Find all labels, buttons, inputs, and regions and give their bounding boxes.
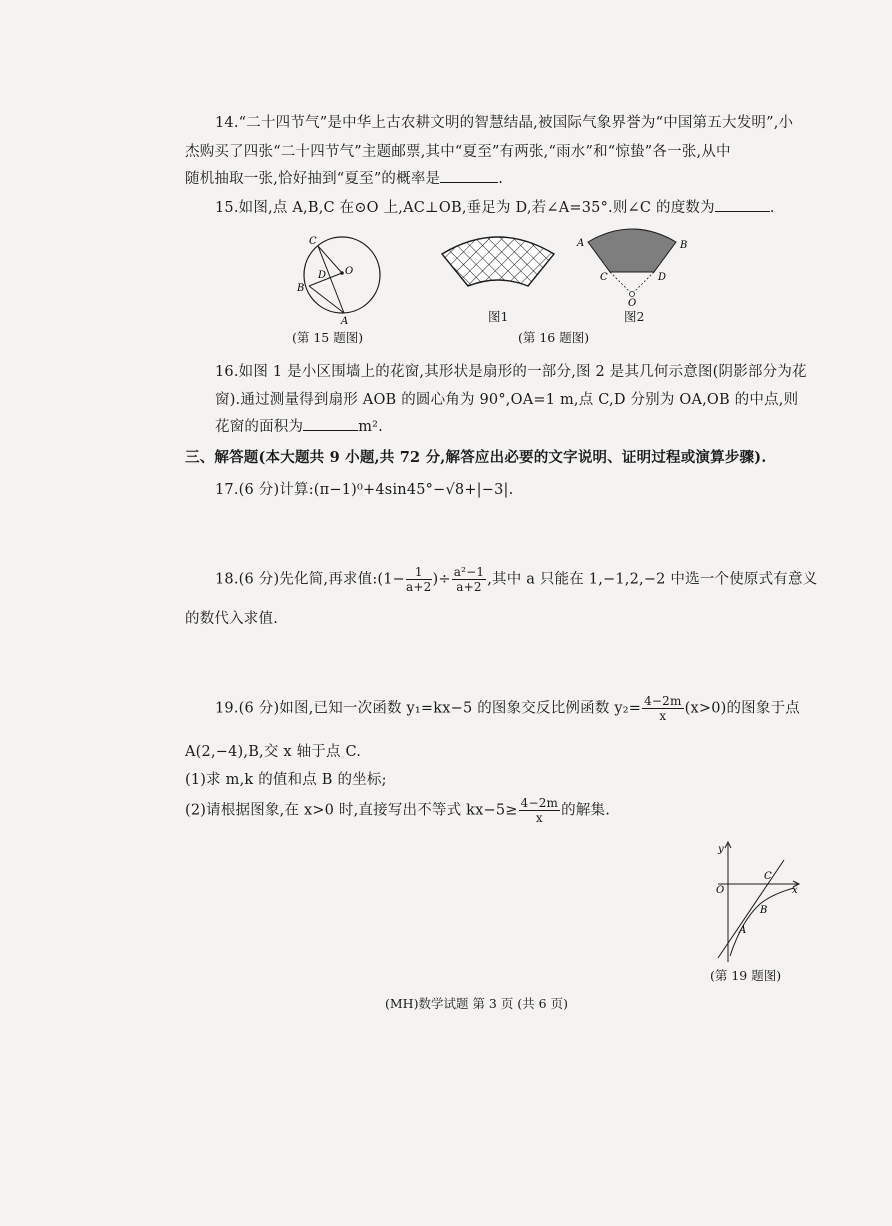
q19-fraction [642,694,684,723]
fig15-label-a: A [341,316,349,327]
q14-line1: 14.“二十四节气”是中华上古农耕文明的智慧结晶,被国际气象界誉为“中国第五大发明”,小 [215,115,794,131]
q19-prefix: 19.(6 分)如图,已知一次函数 y₁=kx−5 的图象交反比例函数 y₂= [215,700,642,717]
fig15-caption: (第 15 题图) [292,330,364,345]
fig16-2-label: 图2 [624,309,645,324]
q18-f1-den: a+2 [406,580,432,594]
fig15-label-o: O [345,266,354,277]
fig16-label-d: D [658,272,667,283]
fig19-label-c: C [764,871,772,882]
q18-f1-num: 1 [406,565,431,580]
q14-line3 [185,167,503,188]
q19-part2-suffix: 的解集. [561,802,611,819]
q19-f-num: 4−2m [644,694,682,708]
fig19-label-b: B [760,905,768,916]
q18-fraction-1 [406,565,431,594]
fig19-caption: (第 19 题图) [710,968,782,983]
q18-f2-den: a+2 [456,580,482,594]
q19-part2-fraction [519,796,561,825]
q19-part2-den: x [535,811,543,825]
figure-19 [702,838,802,964]
q19-line1 [215,694,800,723]
fig16-label-b: B [680,240,688,251]
fig15-label-b: B [297,283,305,294]
q16-line3 [215,415,383,436]
q19-part1: (1)求 m,k 的值和点 B 的坐标; [185,772,387,788]
q19-line2: A(2,−4),B,交 x 轴于点 C. [185,744,362,760]
fig16-1-label: 图1 [488,309,509,324]
figure-16-1 [438,226,558,296]
q15-answer-blank [715,199,770,212]
figure-15 [285,228,395,328]
fig16-label-a: A [577,238,585,249]
q19-part2-num: 4−2m [520,796,559,810]
fig19-label-a: A [739,925,747,936]
q16-line2: 窗).通过测量得到扇形 AOB 的圆心角为 90°,OA=1 m,点 C,D 分别为 OA,OB 的中点,则 [215,392,799,408]
q14-end: . [498,171,504,187]
q15-text-line [215,196,775,217]
q18-f2-num: a²−1 [453,565,485,579]
q15-text: 15.如图,点 A,B,C 在⊙O 上,AC⊥OB,垂足为 D,若∠A=35°.则∠C 的度数为 [215,200,715,216]
section3-heading: 三、解答题(本大题共 9 小题,共 72 分,解答应出必要的文字说明、证明过程或演算步骤). [185,449,767,466]
fig19-label-y: y [718,844,724,855]
fig16-caption: (第 16 题图) [518,330,590,345]
figure-16-2 [572,222,692,306]
q18-line1 [215,565,817,594]
fig19-label-o: O [716,885,725,896]
page-footer: (MH)数学试题 第 3 页 (共 6 页) [385,996,568,1011]
fig16-label-o: O [628,298,637,306]
q14-line2: 杰购买了四张“二十四节气”主题邮票,其中“夏至”有两张,“雨水”和“惊蛰”各一张,从中 [185,144,731,160]
q16-line3-text: 花窗的面积为 [215,419,304,435]
q18-prefix: 18.(6 分)先化简,再求值:(1− [215,571,406,588]
q18-suffix: ,其中 a 只能在 1,−1,2,−2 中选一个使原式有意义 [487,571,818,588]
q19-f-den: x [659,709,667,723]
q17-text: 17.(6 分)计算:(π−1)⁰+4sin45°−√8+|−3|. [215,482,514,498]
fig15-label-c: C [309,236,317,247]
q18-line2: 的数代入求值. [185,611,279,627]
q14-answer-blank [440,170,498,183]
q19-part2-prefix: (2)请根据图象,在 x>0 时,直接写出不等式 kx−5≥ [185,802,518,819]
fig16-label-c: C [600,272,608,283]
fig15-label-d: D [318,270,327,281]
fig19-label-x: x [792,885,798,896]
q15-end: . [769,200,775,216]
q18-fraction-2 [452,565,486,594]
q19-suffix: (x>0)的图象于点 [684,700,800,717]
q19-part2 [185,796,610,825]
q16-unit: m². [358,419,383,435]
q14-line3-text: 随机抽取一张,恰好抽到“夏至”的概率是 [185,171,441,187]
q18-mid: )÷ [432,571,451,588]
q16-answer-blank [303,418,358,431]
q16-line1: 16.如图 1 是小区围墙上的花窗,其形状是扇形的一部分,图 2 是其几何示意图(阴影部分为花 [215,364,807,380]
